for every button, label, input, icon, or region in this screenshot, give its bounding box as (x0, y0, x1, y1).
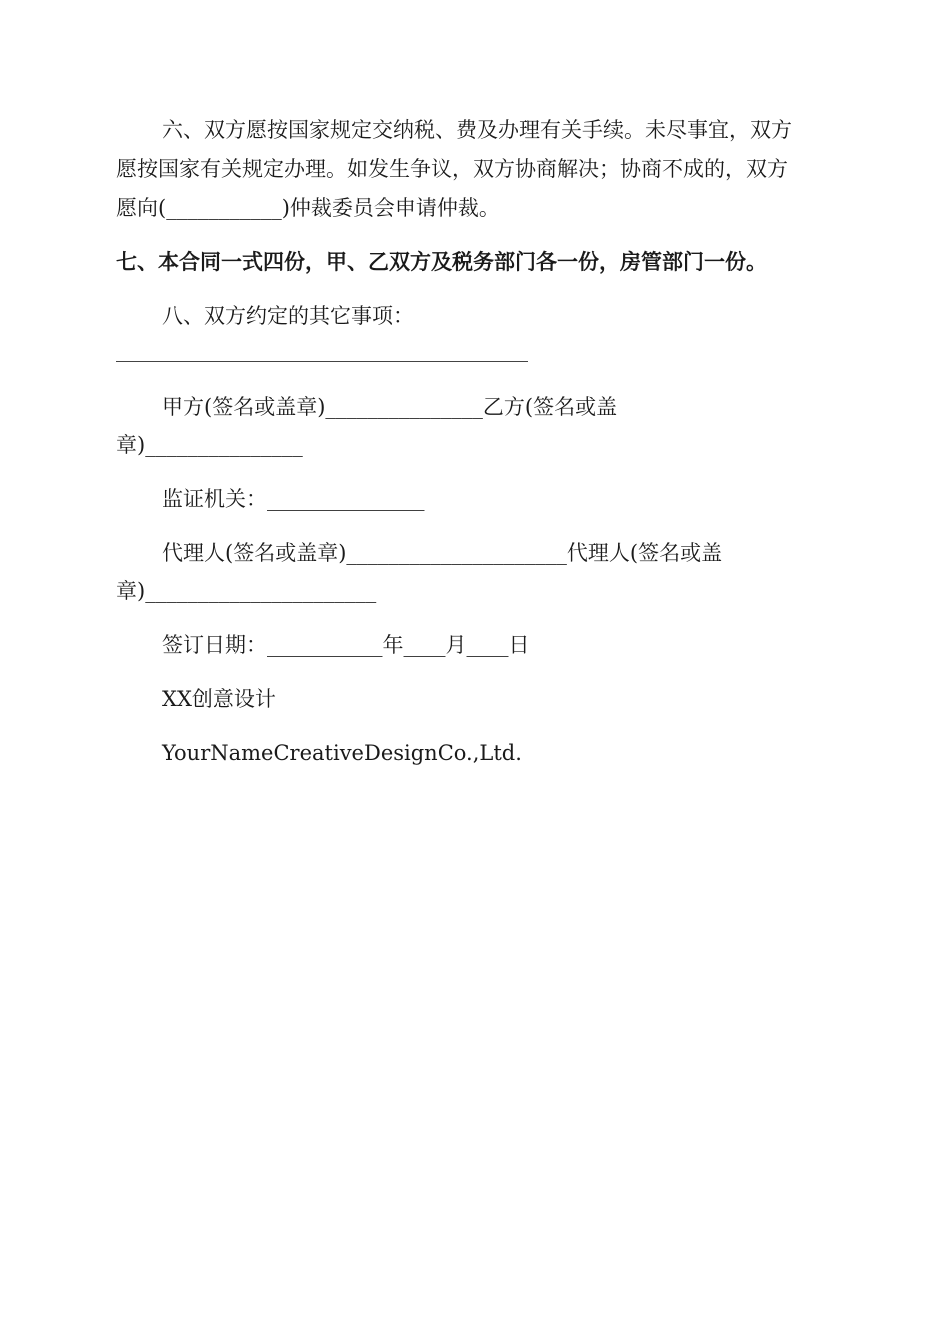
party-signature-line-1: 甲方(签名或盖章)_______________乙方(签名或盖 (162, 395, 618, 419)
clause-6-line-3: 愿向(___________)仲裁委员会申请仲裁。 (116, 196, 500, 220)
company-name-cn: XX创意设计 (162, 687, 276, 711)
notary-authority-field: 监证机关：_______________ (162, 487, 425, 511)
clause-7: 七、本合同一式四份，甲、乙双方及税务部门各一份，房管部门一份。 (116, 250, 767, 274)
clause-6-line-2: 愿按国家有关规定办理。如发生争议，双方协商解决；协商不成的，双方 (116, 157, 788, 181)
company-name-en: YourNameCreativeDesignCo.,Ltd. (162, 741, 522, 765)
signing-date-field: 签订日期：___________年____月____日 (162, 633, 530, 657)
other-terms-blank-line (116, 361, 528, 362)
clause-8: 八、双方约定的其它事项： (162, 304, 414, 328)
party-signature-line-2: 章)_______________ (116, 433, 303, 457)
agent-signature-line-2: 章)______________________ (116, 579, 377, 603)
agent-signature-line-1: 代理人(签名或盖章)_____________________代理人(签名或盖 (162, 541, 723, 565)
clause-6-line-1: 六、双方愿按国家规定交纳税、费及办理有关手续。未尽事宜，双方 (162, 118, 792, 142)
